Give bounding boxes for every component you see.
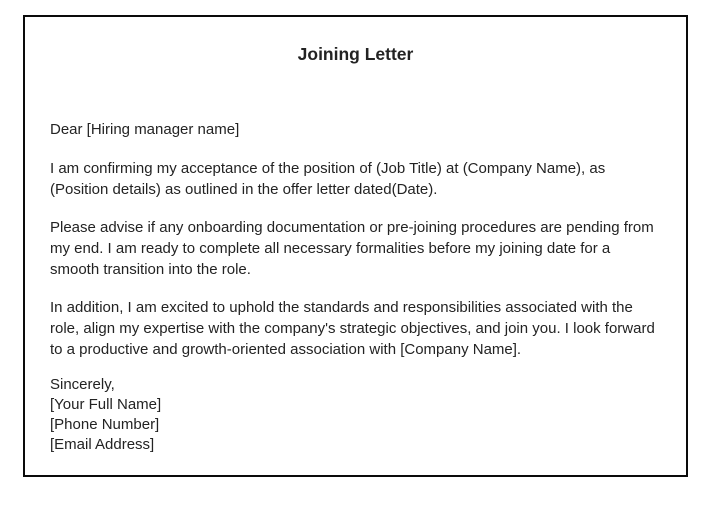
- signature-email-line: [Email Address]: [50, 436, 155, 453]
- letter-page: [23, 15, 688, 477]
- salutation-line: Dear [Hiring manager name]: [50, 121, 240, 138]
- letter-paragraph: In addition, I am excited to uphold the standards and responsibilities associated with the role, align my expertise with the company's strategic objectives, and join you. I look forward to a productive and growth-oriented association with [Company Name].: [50, 299, 655, 358]
- signature-block: [50, 375, 661, 455]
- letter-paragraph: I am confirming my acceptance of the position of (Job Title) at (Company Name), as (Position details) as outlined in the offer letter dated(Date).: [50, 160, 606, 198]
- letter-body: [50, 119, 661, 360]
- signature-phone-line: [Phone Number]: [50, 416, 160, 433]
- closing-line: Sincerely,: [50, 376, 115, 393]
- letter-paragraph: Please advise if any onboarding documentation or pre-joining procedures are pending from my end. I am ready to complete all necessary formalities before my joining date for a smooth transition into the role.: [50, 219, 654, 278]
- letter-title: Joining Letter: [297, 44, 414, 64]
- signature-name-line: [Your Full Name]: [50, 396, 162, 413]
